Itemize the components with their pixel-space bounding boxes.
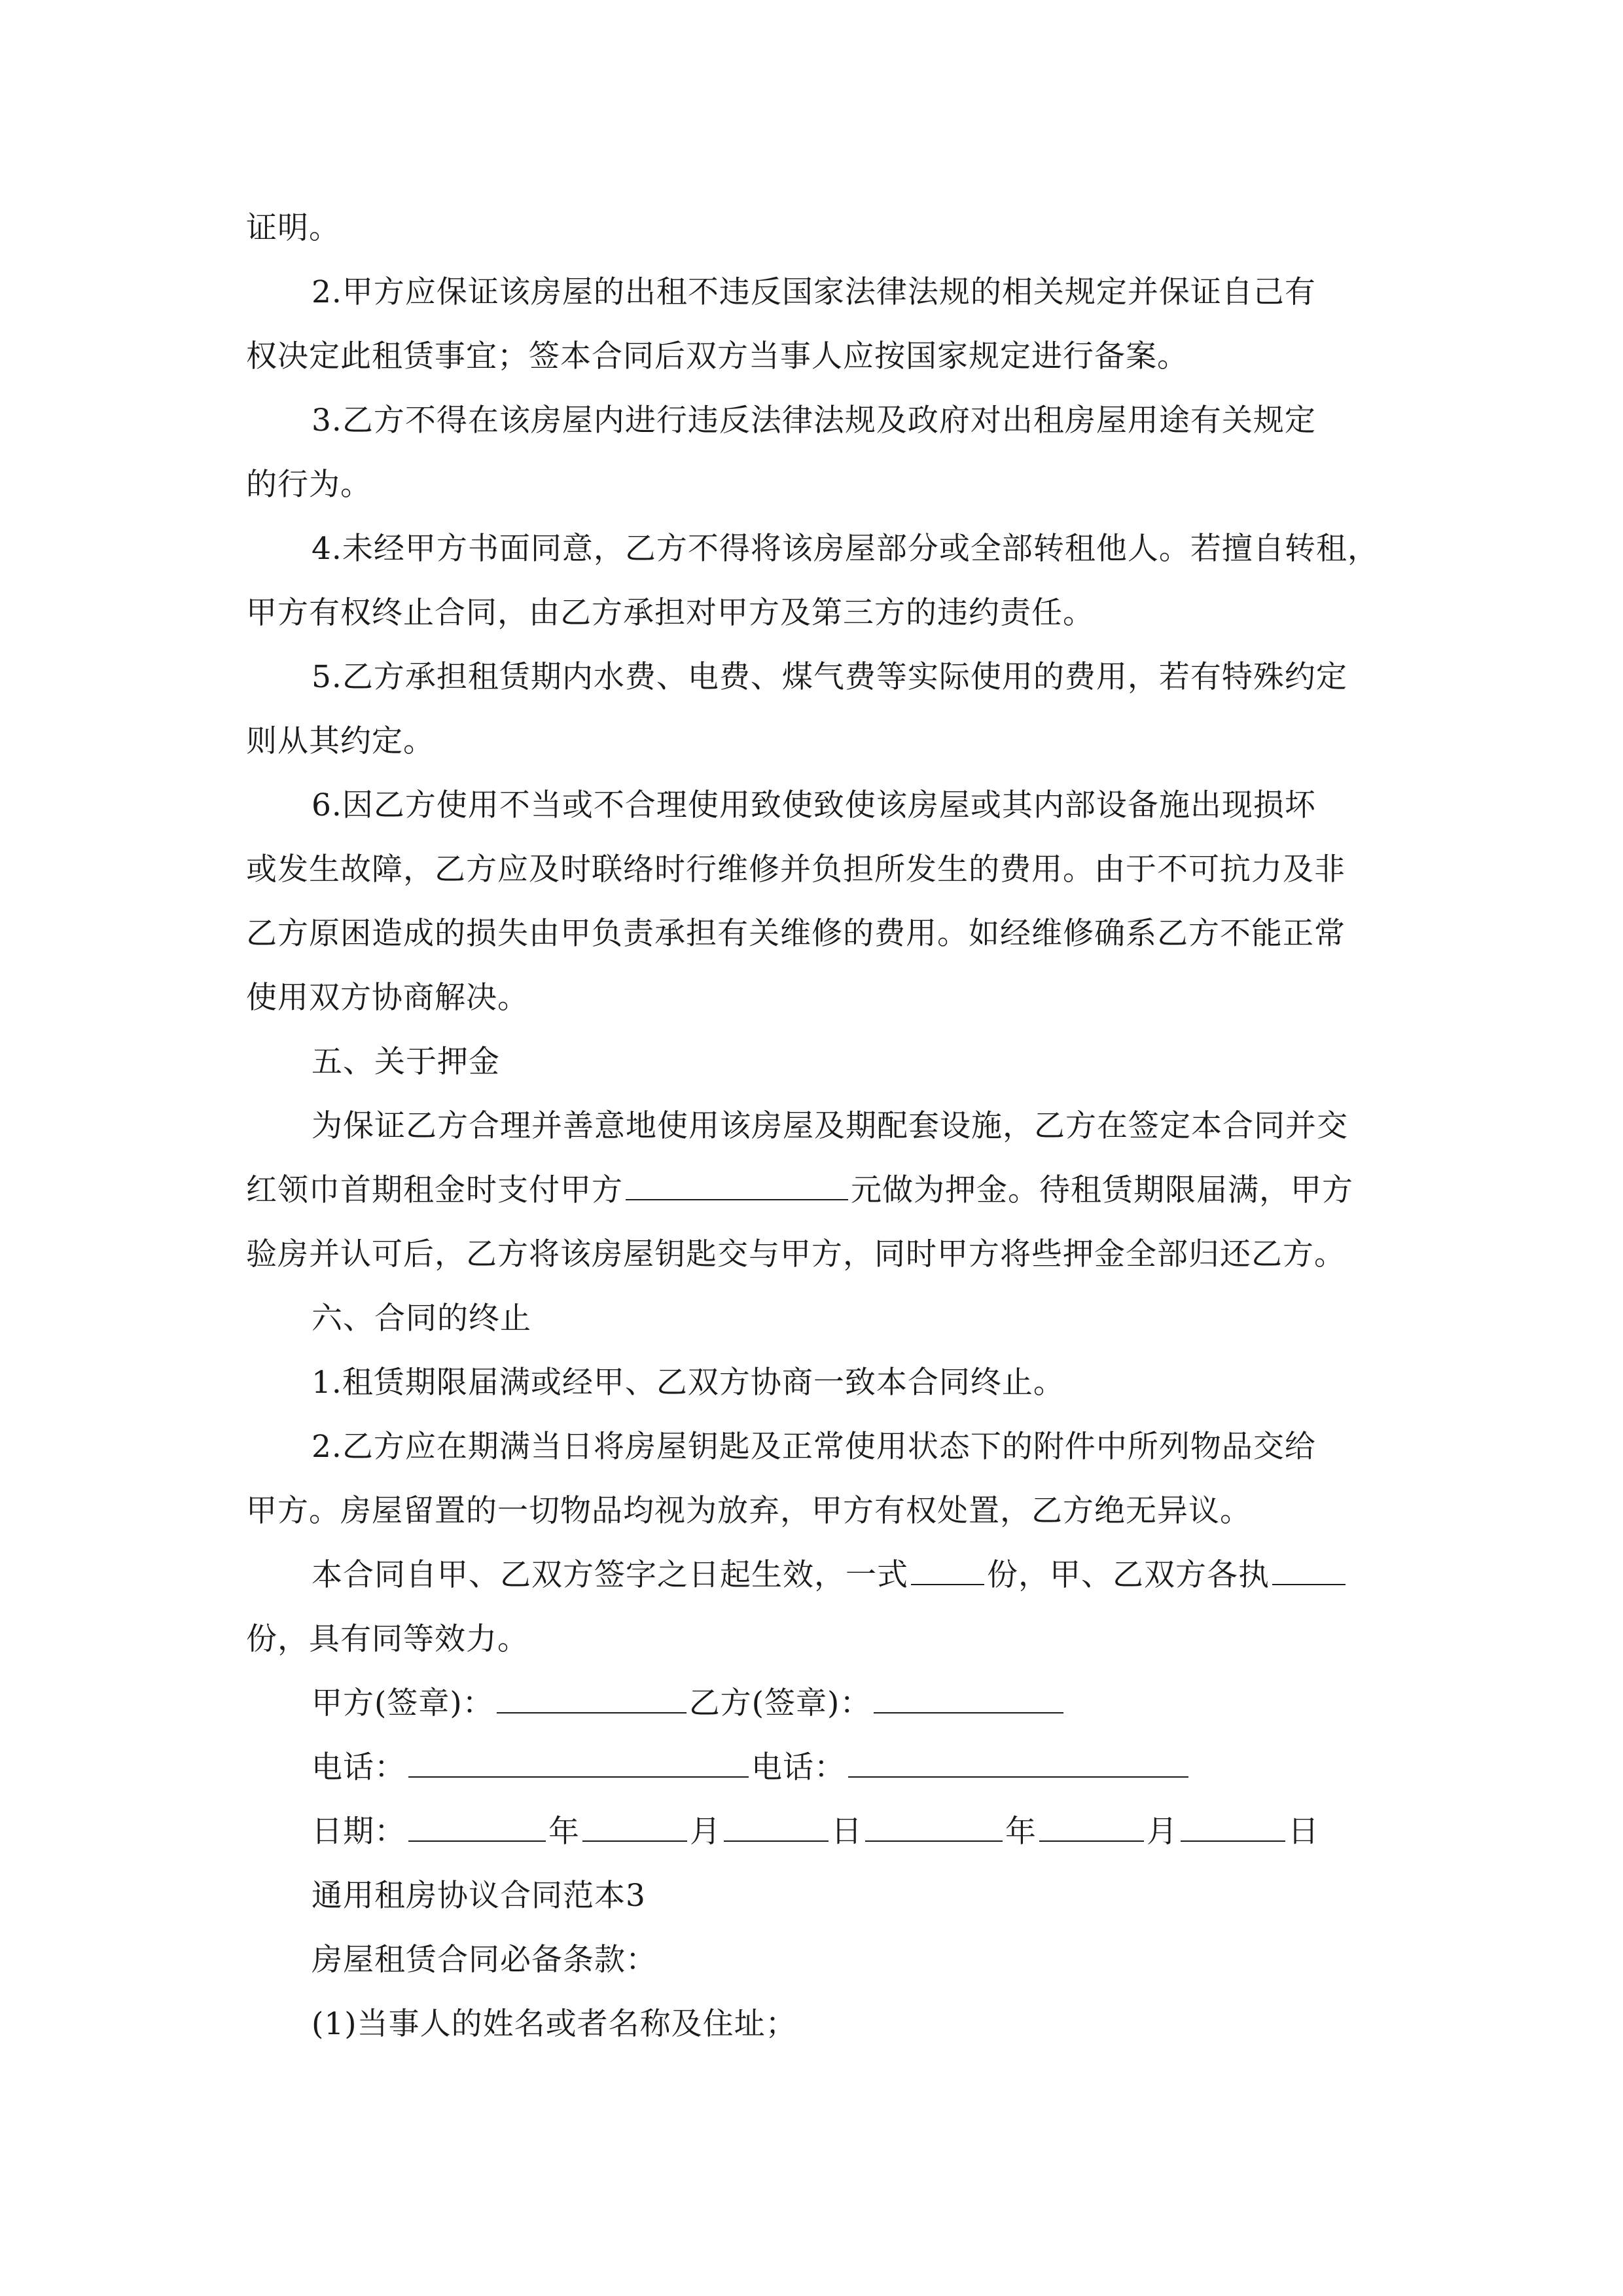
party-b-sign-blank[interactable] [874, 1683, 1063, 1713]
party-b-phone-label: 电话： [751, 1749, 846, 1785]
paragraph-line: 的行为。 [246, 467, 372, 503]
year-label: 年 [548, 1814, 580, 1850]
paragraph-line: 使用双方协商解决。 [246, 980, 529, 1016]
paragraph-line: 或发生故障，乙方应及时联络时行维修并负担所发生的费用。由于不可抗力及非 [246, 852, 1346, 888]
deposit-paragraph-line: 为保证乙方合理并善意地使用该房屋及期配套设施，乙方在签定本合同并交 [312, 1108, 1348, 1144]
clause-5-line: 5.乙方承担租赁期内水费、电费、煤气费等实际使用的费用，若有特殊约定 [312, 659, 1347, 695]
paragraph-line: 权决定此租赁事宜；签本合同后双方当事人应按国家规定进行备案。 [246, 338, 1188, 374]
deposit-amount-blank[interactable] [626, 1170, 848, 1200]
day-label: 日 [1288, 1814, 1319, 1850]
clause-3-line: 3.乙方不得在该房屋内进行违反法律法规及政府对出租房屋用途有关规定 [312, 403, 1316, 439]
paragraph-line: 验房并认可后，乙方将该房屋钥匙交与甲方，同时甲方将些押金全部归还乙方。 [246, 1236, 1346, 1272]
each-party-copies-blank[interactable] [1272, 1555, 1346, 1585]
template-title: 通用租房协议合同范本3 [312, 1878, 646, 1914]
year-label: 年 [1005, 1814, 1037, 1850]
termination-clause-1: 1.租赁期限届满或经甲、乙双方协商一致本合同终止。 [312, 1365, 1065, 1401]
required-clause-1: (1)当事人的姓名或者名称及住址； [312, 2006, 797, 2042]
paragraph-line: 证明。 [246, 210, 340, 246]
contract-page [246, 196, 1385, 2056]
copies-text-middle: 份，甲、乙双方各执 [987, 1557, 1270, 1593]
party-a-sign-blank[interactable] [497, 1683, 687, 1713]
party-a-sign-label: 甲方(签章)： [312, 1685, 494, 1721]
phone-line [246, 1736, 1385, 1800]
section-heading-deposit: 五、关于押金 [312, 1044, 500, 1080]
paragraph-line: 则从其约定。 [246, 723, 435, 759]
paragraph-line: 乙方原困造成的损失由甲负责承担有关维修的费用。如经维修确系乙方不能正常 [246, 916, 1346, 952]
month-label: 月 [690, 1814, 721, 1850]
section-heading-termination: 六、合同的终止 [312, 1300, 531, 1336]
party-a-month-blank[interactable] [582, 1812, 687, 1842]
party-a-day-blank[interactable] [724, 1812, 829, 1842]
clause-4-line: 4.未经甲方书面同意，乙方不得将该房屋部分或全部转租他人。若擅自转租， [312, 531, 1379, 567]
party-b-phone-blank[interactable] [848, 1748, 1188, 1778]
month-label: 月 [1147, 1814, 1178, 1850]
party-a-phone-blank[interactable] [408, 1748, 749, 1778]
termination-clause-2: 2.乙方应在期满当日将房屋钥匙及正常使用状态下的附件中所列物品交给 [312, 1429, 1316, 1465]
deposit-text-after: 元做为押金。待租赁期限届满，甲方 [851, 1172, 1353, 1208]
total-copies-blank[interactable] [911, 1555, 984, 1585]
copies-line [246, 1543, 1385, 1607]
paragraph-line: 份，具有同等效力。 [246, 1621, 529, 1657]
party-a-phone-label: 电话： [312, 1749, 406, 1785]
clause-6-line: 6.因乙方使用不当或不合理使用致使致使该房屋或其内部设备施出现损坏 [312, 787, 1316, 823]
party-b-year-blank[interactable] [865, 1812, 1003, 1842]
required-clauses-heading: 房屋租赁合同必备条款： [312, 1942, 657, 1978]
clause-2-line: 2.甲方应保证该房屋的出租不违反国家法律法规的相关规定并保证自己有 [312, 274, 1316, 310]
party-b-month-blank[interactable] [1039, 1812, 1144, 1842]
day-label: 日 [831, 1814, 863, 1850]
deposit-amount-line [246, 1158, 1385, 1223]
date-line [246, 1800, 1385, 1864]
party-b-day-blank[interactable] [1181, 1812, 1285, 1842]
party-a-year-blank[interactable] [408, 1812, 546, 1842]
signature-line [246, 1672, 1385, 1736]
deposit-text-before: 红领巾首期租金时支付甲方 [246, 1172, 623, 1208]
copies-text-before: 本合同自甲、乙双方签字之日起生效，一式 [312, 1557, 908, 1593]
paragraph-line: 甲方。房屋留置的一切物品均视为放弃，甲方有权处置，乙方绝无异议。 [246, 1493, 1251, 1529]
paragraph-line: 甲方有权终止合同，由乙方承担对甲方及第三方的违约责任。 [246, 595, 1094, 631]
date-label: 日期： [312, 1814, 406, 1850]
party-b-sign-label: 乙方(签章)： [688, 1685, 872, 1721]
